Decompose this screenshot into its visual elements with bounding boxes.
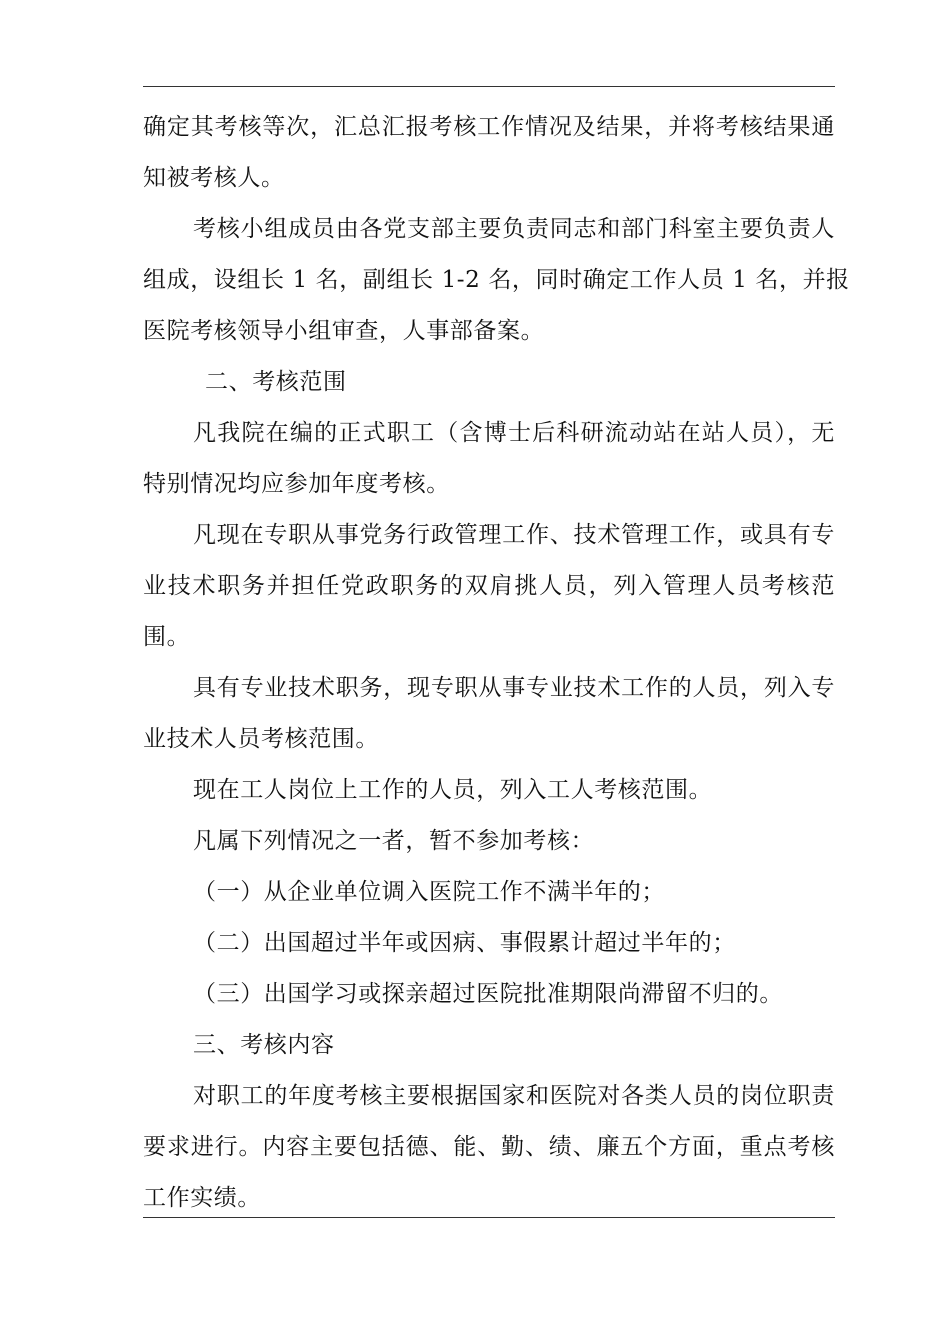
header-rule	[143, 86, 835, 87]
paragraph-line: 对职工的年度考核主要根据国家和医院对各类人员的岗位职责	[193, 1083, 835, 1109]
paragraph-line: 业技术职务并担任党政职务的双肩挑人员，列入管理人员考核范	[143, 573, 835, 599]
paragraph-line: 现在工人岗位上工作的人员，列入工人考核范围。	[193, 777, 713, 803]
paragraph-line: 确定其考核等次，汇总汇报考核工作情况及结果，并将考核结果通	[143, 114, 835, 140]
list-item: （二）出国超过半年或因病、事假累计超过半年的；	[193, 930, 736, 956]
paragraph-line: 组成，设组长 1 名，副组长 1-2 名，同时确定工作人员 1 名，并报	[143, 267, 850, 293]
paragraph-line: 医院考核领导小组审查，人事部备案。	[143, 318, 545, 344]
paragraph-line: 知被考核人。	[143, 165, 285, 191]
paragraph-line: 凡现在专职从事党务行政管理工作、技术管理工作，或具有专	[193, 522, 835, 548]
paragraph-line: 特别情况均应参加年度考核。	[143, 471, 450, 497]
footer-rule	[143, 1217, 835, 1218]
document-body	[143, 102, 850, 1224]
paragraph-line: 凡属下列情况之一者，暂不参加考核：	[193, 828, 595, 854]
paragraph-line: 凡我院在编的正式职工（含博士后科研流动站在站人员），无	[193, 420, 835, 446]
paragraph-line: 具有专业技术职务，现专职从事专业技术工作的人员，列入专	[193, 675, 835, 701]
paragraph-line: 业技术人员考核范围。	[143, 726, 379, 752]
section-heading: 二、考核范围	[205, 369, 347, 395]
paragraph-line: 工作实绩。	[143, 1185, 261, 1211]
paragraph-line: 要求进行。内容主要包括德、能、勤、绩、廉五个方面，重点考核	[143, 1134, 835, 1160]
list-item: （三）出国学习或探亲超过医院批准期限尚滞留不归的。	[193, 981, 783, 1007]
paragraph-line: 围。	[143, 624, 191, 650]
paragraph-line: 考核小组成员由各党支部主要负责同志和部门科室主要负责人	[193, 216, 835, 242]
list-item: （一）从企业单位调入医院工作不满半年的；	[193, 879, 665, 905]
section-heading: 三、考核内容	[193, 1032, 335, 1058]
